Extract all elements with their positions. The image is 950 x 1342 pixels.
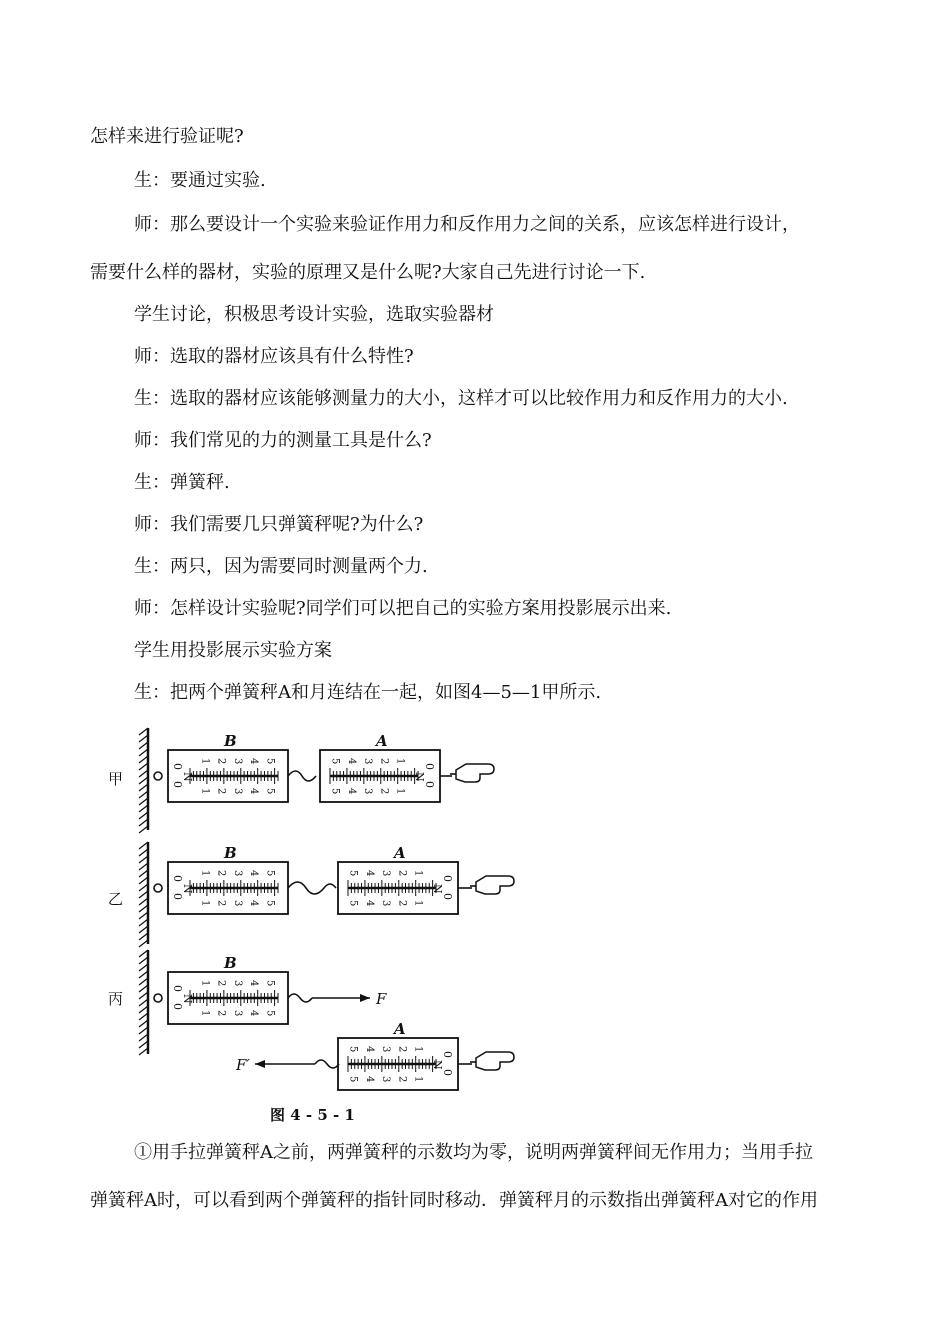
scale-number: 1 (412, 900, 424, 907)
scale-number: 1 (412, 1046, 424, 1053)
wall-hatch (139, 971, 148, 978)
scale-number: 5 (329, 788, 341, 795)
scale-n-mark: N (431, 884, 444, 894)
wall-hatch (139, 763, 148, 770)
text-line-5: 学生讨论，积极思考设计实验，选取实验器材 (134, 304, 494, 325)
scale-number: 5 (347, 870, 359, 877)
scale-number: 5 (264, 758, 276, 765)
scale-zero-mark: 0 (171, 781, 184, 788)
text-line-16: 弹簧秤A时，可以看到两个弹簧秤的指针同时移动．弹簧秤月的示数指出弹簧秤A对它的作用 (90, 1190, 818, 1211)
force-label-f-prime: F′ (236, 1056, 250, 1074)
scale-number: 2 (215, 1010, 227, 1017)
scale-number: 1 (199, 758, 211, 765)
scale-number: 2 (215, 870, 227, 877)
scale-number: 1 (412, 1076, 424, 1083)
wall-hatch (139, 898, 148, 905)
scale-number: 2 (215, 980, 227, 987)
wall-hatch (139, 1034, 148, 1041)
scale-number: 3 (231, 900, 243, 907)
wall-hatch (139, 856, 148, 863)
wall-hatch (139, 849, 148, 856)
scale-number: 5 (264, 900, 276, 907)
scale-zero-mark: 0 (423, 763, 436, 770)
scale-number: 3 (362, 788, 374, 795)
scale-number: 3 (231, 870, 243, 877)
wall-hatch (139, 798, 148, 805)
scale-number: 1 (199, 900, 211, 907)
scale-number: 3 (380, 900, 392, 907)
text-line-6: 师：选取的器材应该具有什么特性? (134, 346, 414, 367)
hand-icon (456, 764, 494, 782)
wall-hatch (139, 1041, 148, 1048)
scale-number: 4 (363, 870, 375, 877)
scale-number: 4 (345, 758, 357, 765)
scale-number: 3 (380, 1076, 392, 1083)
scale-number: 4 (248, 870, 260, 877)
scale-zero-mark: 0 (171, 875, 184, 882)
scale-number: 1 (199, 980, 211, 987)
scale-zero-mark: 0 (171, 893, 184, 900)
text-line-3: 师：那么要设计一个实验来验证作用力和反作用力之间的关系，应该怎样进行设计， (134, 214, 800, 235)
wall-hatch (139, 756, 148, 763)
scale-number: 1 (412, 870, 424, 877)
wall-hatch (139, 891, 148, 898)
scale-number: 5 (347, 900, 359, 907)
scale-n-mark: N (413, 772, 426, 782)
text-line-15: ①用手拉弹簧秤A之前，两弹簧秤的示数均为零，说明两弹簧秤间无作用力；当用手拉 (134, 1142, 813, 1163)
scale-number: 2 (215, 788, 227, 795)
scale-number: 2 (378, 758, 390, 765)
wall-hatch (139, 749, 148, 756)
wall-hatch (139, 884, 148, 891)
scale-number: 3 (231, 788, 243, 795)
wall-hatch (139, 919, 148, 926)
force-arrow-f-head (360, 994, 370, 1002)
wall-hatch (139, 735, 148, 742)
scale-number: 5 (264, 980, 276, 987)
scale-zero-mark: 0 (441, 893, 454, 900)
wall-hatch (139, 1006, 148, 1013)
text-line-2: 生：要通过实验. (134, 170, 266, 191)
text-line-8: 师：我们常见的力的测量工具是什么? (134, 430, 432, 451)
wall-hatch (139, 905, 148, 912)
wall-hatch (139, 992, 148, 999)
scale-number: 4 (345, 788, 357, 795)
wall-hatch (139, 957, 148, 964)
hook-ring (154, 772, 162, 780)
force-label-f: F (376, 990, 387, 1008)
spring-scale-figure (100, 720, 540, 1130)
text-line-1: 怎样来进行验证呢? (90, 126, 244, 147)
row-label-jia: 甲 (108, 770, 124, 788)
hand-icon (476, 1052, 514, 1070)
scale-n-mark: N (181, 994, 194, 1004)
wall-hatch (139, 978, 148, 985)
scale-zero-mark: 0 (171, 985, 184, 992)
scale-number: 5 (329, 758, 341, 765)
wall-hatch (139, 863, 148, 870)
scale-n-mark: N (431, 1060, 444, 1070)
scale-number: 3 (380, 1046, 392, 1053)
text-line-7: 生：选取的器材应该能够测量力的大小，这样才可以比较作用力和反作用力的大小. (134, 388, 788, 409)
scale-number: 1 (199, 1010, 211, 1017)
wall-hatch (139, 1048, 148, 1055)
wall-hatch (139, 791, 148, 798)
wall-hatch (139, 842, 148, 849)
scale-zero-mark: 0 (441, 1069, 454, 1076)
wall-hatch (139, 1027, 148, 1034)
link-hook (288, 771, 316, 781)
wall-hatch (139, 985, 148, 992)
hook-ring (154, 884, 162, 892)
text-line-9: 生：弹簧秤. (134, 472, 230, 493)
wall-hatch (139, 877, 148, 884)
wall-hatch (139, 940, 148, 947)
scale-number: 5 (264, 870, 276, 877)
wall-hatch (139, 770, 148, 777)
link-hook (288, 882, 336, 894)
wall-hatch (139, 812, 148, 819)
scale-number: 4 (248, 980, 260, 987)
scale-zero-mark: 0 (171, 1003, 184, 1010)
scale-label: B (224, 732, 237, 750)
text-line-14: 生：把两个弹簧秤A和月连结在一起，如图4—5—1甲所示. (134, 682, 602, 703)
figure-caption: 图 4 - 5 - 1 (270, 1106, 355, 1124)
scale-label: A (376, 732, 388, 750)
scale-number: 2 (396, 870, 408, 877)
wall-hatch (139, 742, 148, 749)
scale-zero-mark: 0 (171, 763, 184, 770)
wall-hatch (139, 777, 148, 784)
scale-number: 4 (248, 758, 260, 765)
scale-label: B (224, 844, 237, 862)
wall-hatch (139, 999, 148, 1006)
scale-zero-mark: 0 (441, 1051, 454, 1058)
wall-hatch (139, 728, 148, 735)
wall-hatch (139, 912, 148, 919)
hook-ring (154, 994, 162, 1002)
scale-number: 2 (215, 758, 227, 765)
text-line-13: 学生用投影展示实验方案 (134, 640, 332, 661)
scale-number: 5 (347, 1046, 359, 1053)
wall-hatch (139, 950, 148, 957)
wall-hatch (139, 870, 148, 877)
scale-label: A (394, 1020, 406, 1038)
scale-zero-mark: 0 (423, 781, 436, 788)
text-line-12: 师：怎样设计实验呢?同学们可以把自己的实验方案用投影展示出来. (134, 598, 672, 619)
scale-number: 2 (378, 788, 390, 795)
row-label-bing: 丙 (108, 990, 124, 1008)
scale-number: 4 (363, 900, 375, 907)
scale-label: A (394, 844, 406, 862)
link-hook (315, 1060, 339, 1068)
wall-hatch (139, 1013, 148, 1020)
scale-number: 3 (362, 758, 374, 765)
scale-number: 1 (199, 788, 211, 795)
scale-number: 4 (248, 788, 260, 795)
wall-hatch (139, 926, 148, 933)
scale-number: 3 (231, 1010, 243, 1017)
scale-number: 5 (264, 1010, 276, 1017)
scale-number: 1 (394, 788, 406, 795)
scale-number: 1 (199, 870, 211, 877)
text-line-10: 师：我们需要几只弹簧秤呢?为什么? (134, 514, 424, 535)
text-line-4: 需要什么样的器材，实验的原理又是什么呢?大家自己先进行讨论一下. (90, 262, 646, 283)
text-line-11: 生：两只，因为需要同时测量两个力. (134, 556, 428, 577)
wall-hatch (139, 819, 148, 826)
scale-number: 2 (215, 900, 227, 907)
wall-hatch (139, 964, 148, 971)
scale-number: 2 (396, 1076, 408, 1083)
link-hook (288, 994, 312, 1002)
scale-n-mark: N (181, 772, 194, 782)
scale-number: 2 (396, 900, 408, 907)
scale-number: 4 (363, 1046, 375, 1053)
hand-icon (476, 876, 514, 894)
scale-number: 3 (231, 758, 243, 765)
scale-number: 4 (248, 1010, 260, 1017)
scale-number: 3 (231, 980, 243, 987)
scale-zero-mark: 0 (441, 875, 454, 882)
wall-hatch (139, 805, 148, 812)
scale-label: B (224, 954, 237, 972)
wall-hatch (139, 826, 148, 833)
scale-number: 4 (363, 1076, 375, 1083)
row-label-yi: 乙 (108, 890, 124, 908)
scale-n-mark: N (181, 884, 194, 894)
scale-number: 5 (347, 1076, 359, 1083)
scale-number: 2 (396, 1046, 408, 1053)
wall-hatch (139, 933, 148, 940)
wall-hatch (139, 784, 148, 791)
scale-number: 1 (394, 758, 406, 765)
scale-number: 5 (264, 788, 276, 795)
wall-hatch (139, 1020, 148, 1027)
force-arrow-f-prime-head (255, 1060, 265, 1068)
scale-number: 3 (380, 870, 392, 877)
scale-number: 4 (248, 900, 260, 907)
